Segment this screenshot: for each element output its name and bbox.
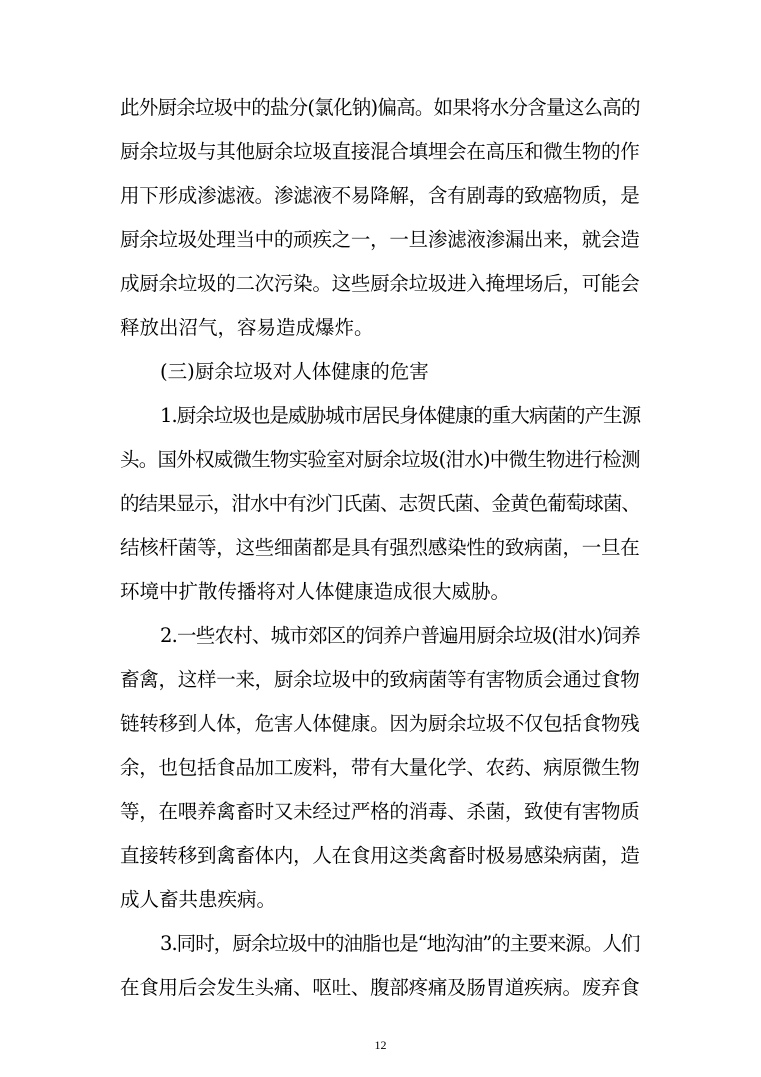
section-heading: (三)厨余垃圾对人体健康的危害 [160, 360, 429, 383]
body-text-line: 3.同时，厨余垃圾中的油脂也是“地沟油”的主要来源。人们 [160, 932, 640, 955]
body-text-line: 结核杆菌等，这些细菌都是具有强烈感染性的致病菌，一旦在 [120, 536, 640, 559]
body-text-line: 用下形成渗滤液。渗滤液不易降解，含有剧毒的致癌物质，是 [120, 184, 640, 207]
body-text-line: 成厨余垃圾的二次污染。这些厨余垃圾进入掩埋场后，可能会 [120, 272, 640, 295]
body-text-line: 厨余垃圾处理当中的顽疾之一，一旦渗滤液渗漏出来，就会造 [120, 228, 640, 251]
body-text-line: 在食用后会发生头痛、呕吐、腹部疼痛及肠胃道疾病。废弃食 [120, 976, 640, 999]
body-text-line: 余，也包括食品加工废料，带有大量化学、农药、病原微生物 [120, 756, 640, 779]
body-text-line: 此外厨余垃圾中的盐分(氯化钠)偏高。如果将水分含量这么高的 [120, 96, 640, 119]
body-text-line: 2.一些农村、城市郊区的饲养户普遍用厨余垃圾(泔水)饲养 [160, 624, 640, 647]
body-text-line: 链转移到人体，危害人体健康。因为厨余垃圾不仅包括食物残 [120, 712, 640, 735]
body-text-line: 释放出沼气，容易造成爆炸。 [120, 316, 374, 339]
body-text-line: 直接转移到禽畜体内，人在食用这类禽畜时极易感染病菌，造 [120, 844, 640, 867]
body-text-line: 畜禽，这样一来，厨余垃圾中的致病菌等有害物质会通过食物 [120, 668, 640, 691]
body-text-line: 成人畜共患疾病。 [120, 888, 277, 911]
body-text-line: 等，在喂养禽畜时又未经过严格的消毒、杀菌，致使有害物质 [120, 800, 640, 823]
body-text-line: 厨余垃圾与其他厨余垃圾直接混合填埋会在高压和微生物的作 [120, 140, 640, 163]
body-text-line: 头。国外权威微生物实验室对厨余垃圾(泔水)中微生物进行检测 [120, 448, 640, 471]
page-number: 12 [374, 1038, 387, 1052]
body-text-line: 环境中扩散传播将对人体健康造成很大威胁。 [120, 580, 511, 603]
body-text-line: 1.厨余垃圾也是威胁城市居民身体健康的重大病菌的产生源 [160, 404, 641, 427]
body-text-line: 的结果显示，泔水中有沙门氏菌、志贺氏菌、金黄色葡萄球菌、 [120, 492, 641, 515]
